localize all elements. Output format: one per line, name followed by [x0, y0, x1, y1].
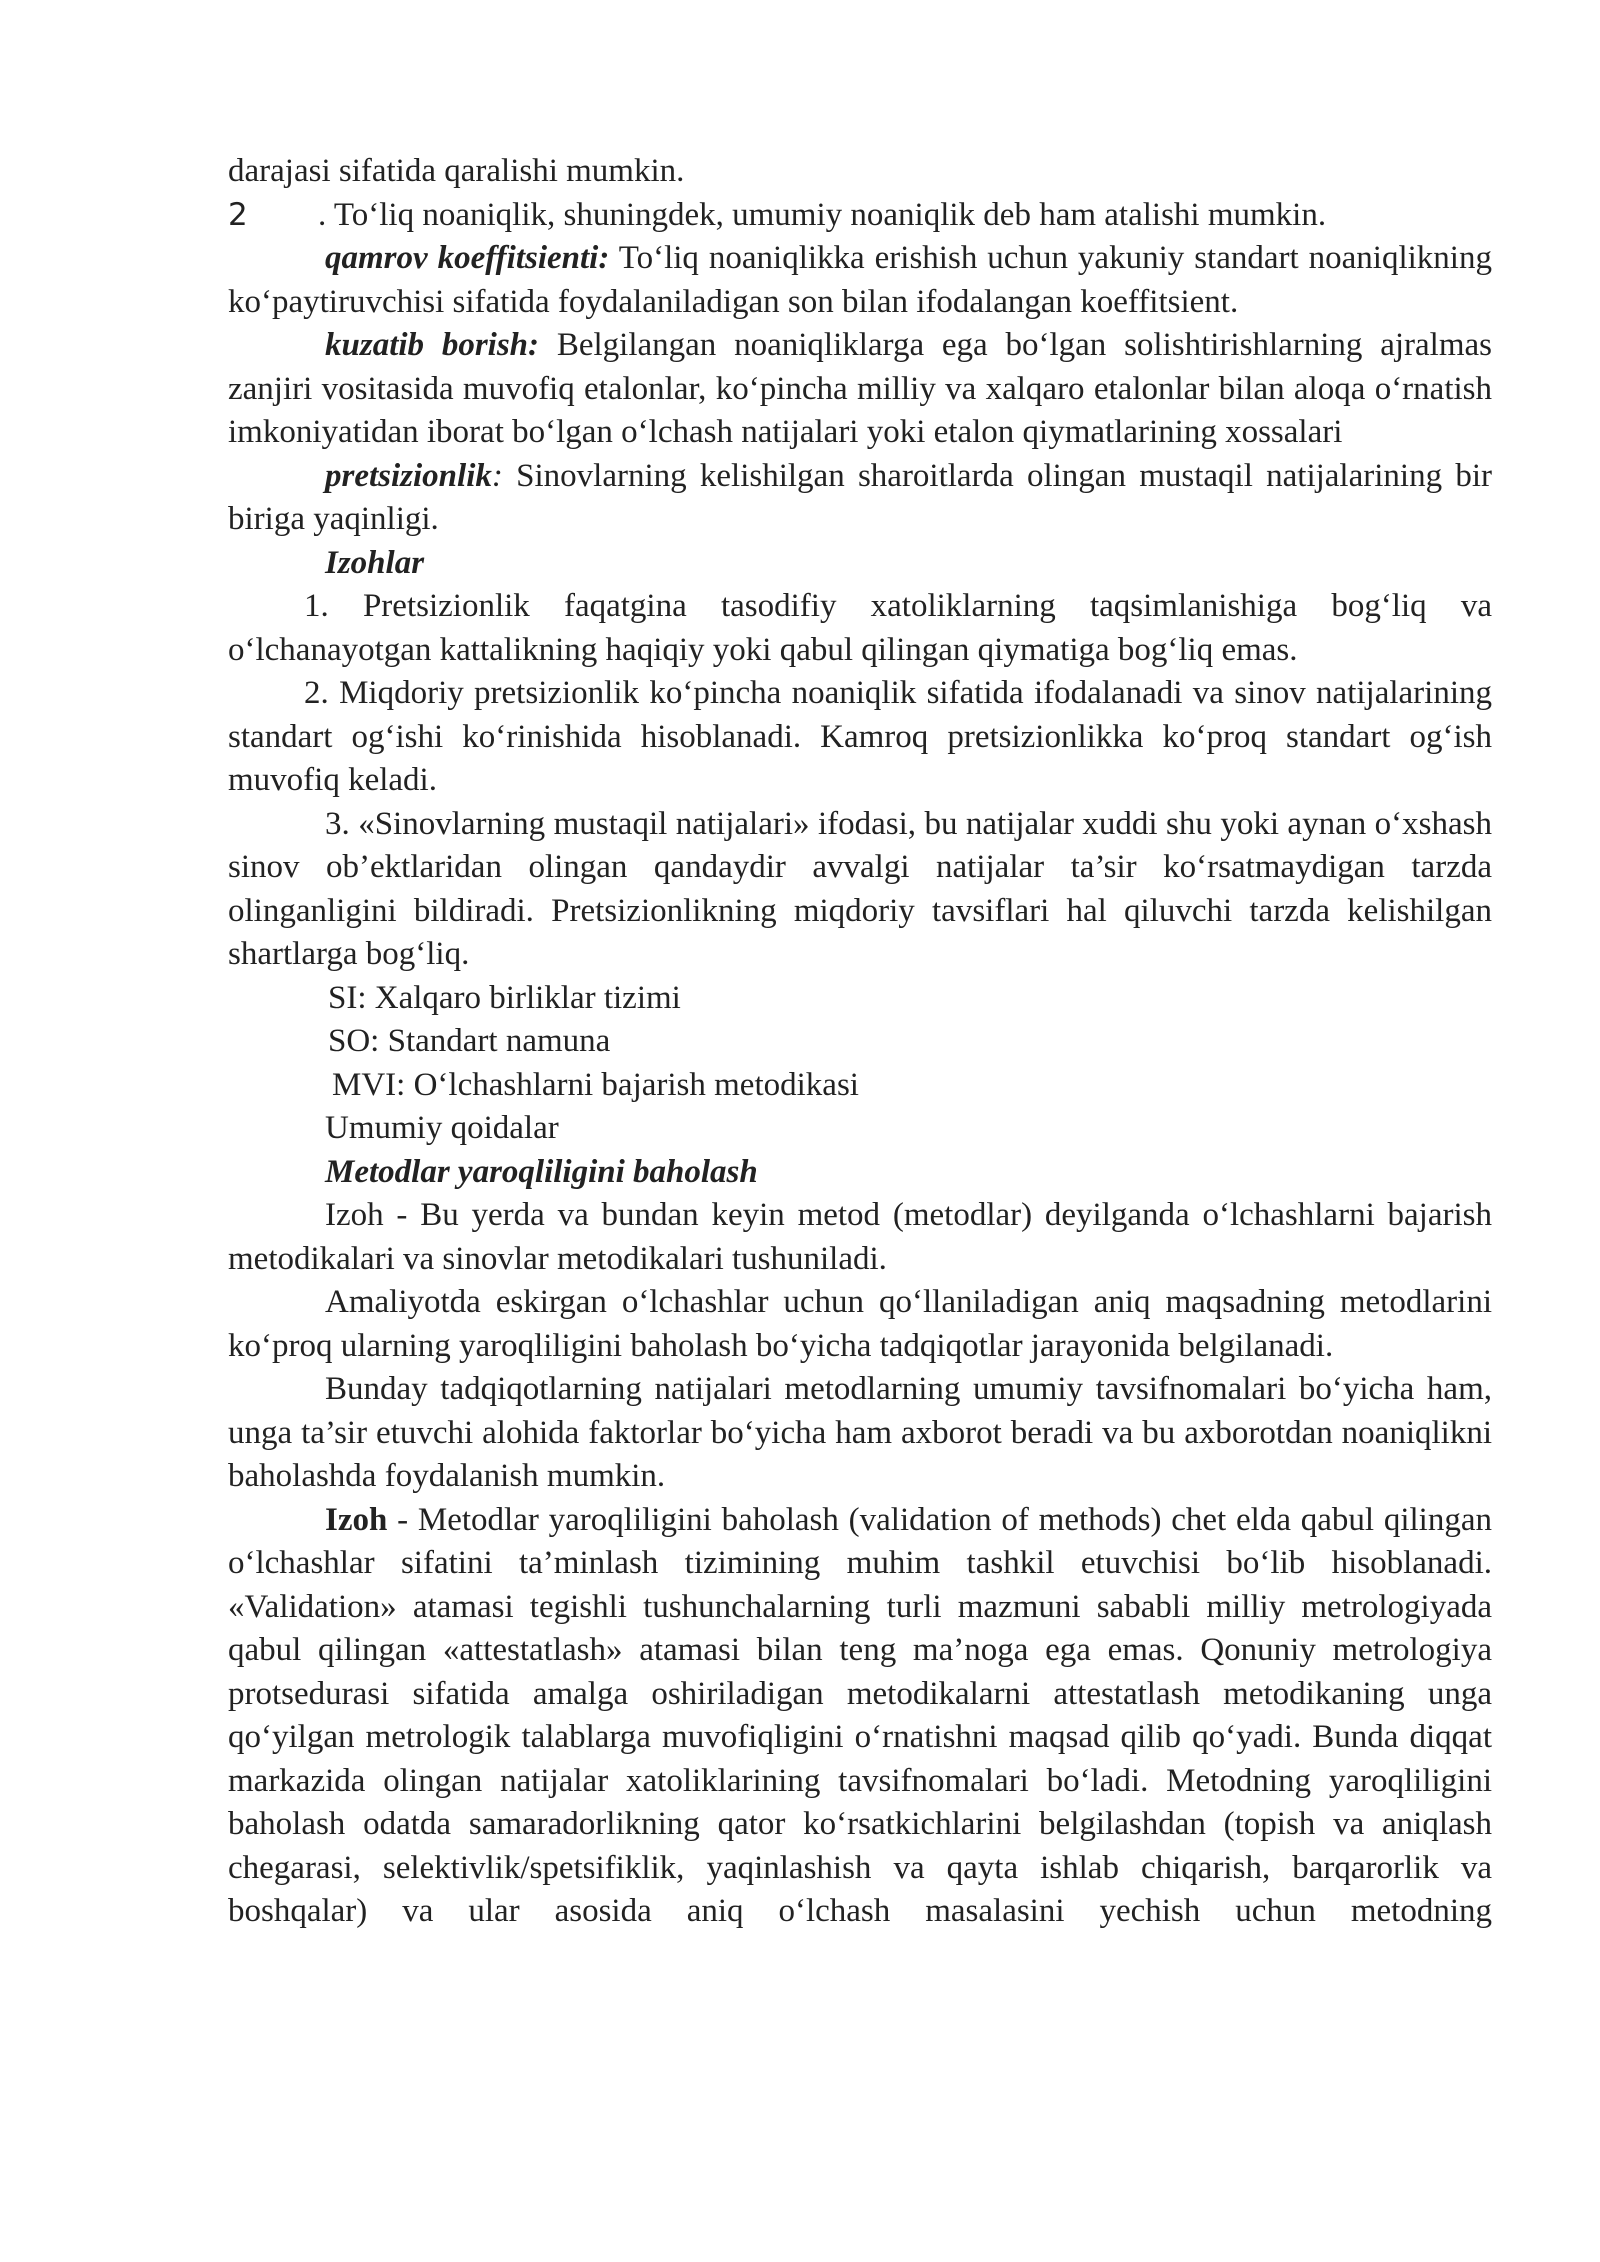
paragraph-text: . To‘liq noaniqlik, shuningdek, umumiy noaniqlik deb ham atalishi mumkin.: [318, 196, 1327, 233]
paragraph-text: darajasi sifatida qaralishi mumkin.: [228, 153, 685, 189]
section-heading-validation: [228, 1151, 1492, 1195]
note-1: [228, 585, 1492, 672]
definition-traceability: [228, 324, 1492, 455]
definition-text: Belgilangan noaniqliklarga ega bo‘lgan solishtirishlarning ajralmas zanjiri vositasida muvofiq etalonlar, ko‘pincha milliy va xalqaro etalonlar bilan aloqa o‘rnatish imkoniyatidan iborat bo‘lgan o‘lchash natijalari yoki etalon qiymatlarining xossalari: [228, 327, 1492, 450]
paragraph-text: Amaliyotda eskirgan o‘lchashlar uchun qo‘llaniladigan aniq maqsadning metodlarini ko‘proq ularning yaroqliligini baholash bo‘yicha tadqiqotlar jarayonida belgilanadi.: [228, 1284, 1492, 1364]
document-page: [228, 150, 1492, 1934]
notes-heading: [228, 542, 1492, 586]
note-text: 2. Miqdoriy pretsizionlik ko‘pincha noaniqlik sifatida ifodalanadi va sinov natijalarining standart og‘ishi ko‘rinishida hisoblanadi. Kamroq pretsizionlikka ko‘proq standart og‘ish muvofiq keladi.: [228, 675, 1492, 798]
definition-text: To‘liq noaniqlikka erishish uchun yakuniy standart noaniqlikning ko‘paytiruvchisi sifatida foydalaniladigan son bilan ifodalangan koeffitsient.: [228, 240, 1492, 320]
definition-term: kuzatib borish:: [325, 327, 540, 363]
definition-colon: :: [491, 457, 503, 494]
paragraph-continuation: [228, 150, 1492, 194]
section-title: Umumiy qoidalar: [325, 1110, 559, 1146]
definition-text: Sinovlarning kelishilgan sharoitlarda olingan mustaqil natijalarining bir biriga yaqinligi.: [228, 457, 1492, 537]
paragraph-text: Bunday tadqiqotlarning natijalari metodlarning umumiy tavsifnomalari bo‘yicha ham, unga ta’sir etuvchi alohida faktorlar bo‘yicha ham axborot beradi va bu axborotdan noaniqlikni baholashda foydalanish mumkin.: [228, 1371, 1492, 1494]
paragraph-practice: [228, 1281, 1492, 1368]
list-number: 2: [228, 196, 248, 233]
definition-term: qamrov koeffitsienti:: [325, 240, 610, 276]
note-2: [228, 672, 1492, 803]
paragraph-text: Izoh - Bu yerda va bundan keyin metod (metodlar) deyilganda o‘lchashlarni bajarish metodikalari va sinovlar metodikalari tushuniladi.: [228, 1197, 1492, 1277]
abbreviation-text: SI: Xalqaro birliklar tizimi: [328, 979, 681, 1016]
section-general-rules: [228, 1107, 1492, 1151]
abbreviation-so: [228, 1020, 1492, 1064]
note-3: [228, 803, 1492, 977]
abbreviation-text: MVI: O‘lchashlarni bajarish metodikasi: [332, 1066, 859, 1103]
note-text: 3. «Sinovlarning mustaqil natijalari» ifodasi, bu natijalar xuddi shu yoki aynan o‘xshash sinov ob’ektlaridan olingan qandaydir avvalgi natijalar ta’sir ko‘rsatmaydigan tarzda olinganligini bildiradi. Pretsizionlikning miqdoriy tavsiflari hal qiluvchi tarzda kelishilgan shartlarga bog‘liq.: [228, 805, 1492, 972]
notes-heading-text: Izohlar: [325, 544, 425, 581]
abbreviation-si: [228, 977, 1492, 1021]
definition-term: pretsizionlik: [325, 457, 492, 494]
remark-2: [228, 1499, 1492, 1934]
definition-precision: [228, 455, 1492, 542]
abbreviation-text: SO: Standart namuna: [328, 1023, 611, 1059]
remark-1: [228, 1194, 1492, 1281]
remark-label: Izoh: [325, 1501, 388, 1538]
note-text: 1. Pretsizionlik faqatgina tasodifiy xatoliklarning taqsimlanishiga bog‘liq va o‘lchanayotgan kattalikning haqiqiy yoki qabul qilingan qiymatiga bog‘liq emas.: [228, 588, 1492, 668]
definition-coverage-factor: [228, 237, 1492, 324]
paragraph-item-2: [228, 194, 1492, 238]
section-heading-text: Metodlar yaroqliligini baholash: [325, 1153, 758, 1190]
paragraph-text: - Metodlar yaroqliligini baholash (validation of methods) chet elda qabul qilingan o‘lchashlar sifatini ta’minlash tizimining muhim tashkil etuvchisi bo‘lib hisoblanadi. «Validation» atamasi tegishli tushunchalarning turli mazmuni sababli milliy metrologiyada qabul qilingan «attestatlash» atamasi bilan teng ma’noga ega emas. Qonuniy metrologiya protsedurasi sifatida amalga oshiriladigan metodikalarni attestatlash metodikaning unga qo‘yilgan metrologik talablarga muvofiqligini o‘rnatishni maqsad qilib qo‘yadi. Bunda diqqat markazida olingan natijalar xatoliklarining tavsifnomalari bo‘ladi. Metodning yaroqliligini baholash odatda samaradorlikning qator ko‘rsatkichlarini belgilashdan (topish va aniqlash chegarasi, selektivlik/spetsifiklik, yaqinlashish va qayta ishlab chiqarish, barqarorlik va boshqalar) va ular asosida aniq o‘lchash masalasini yechish uchun metodning: [228, 1501, 1492, 1929]
abbreviation-mvi: [228, 1064, 1492, 1108]
paragraph-such-studies: [228, 1368, 1492, 1499]
